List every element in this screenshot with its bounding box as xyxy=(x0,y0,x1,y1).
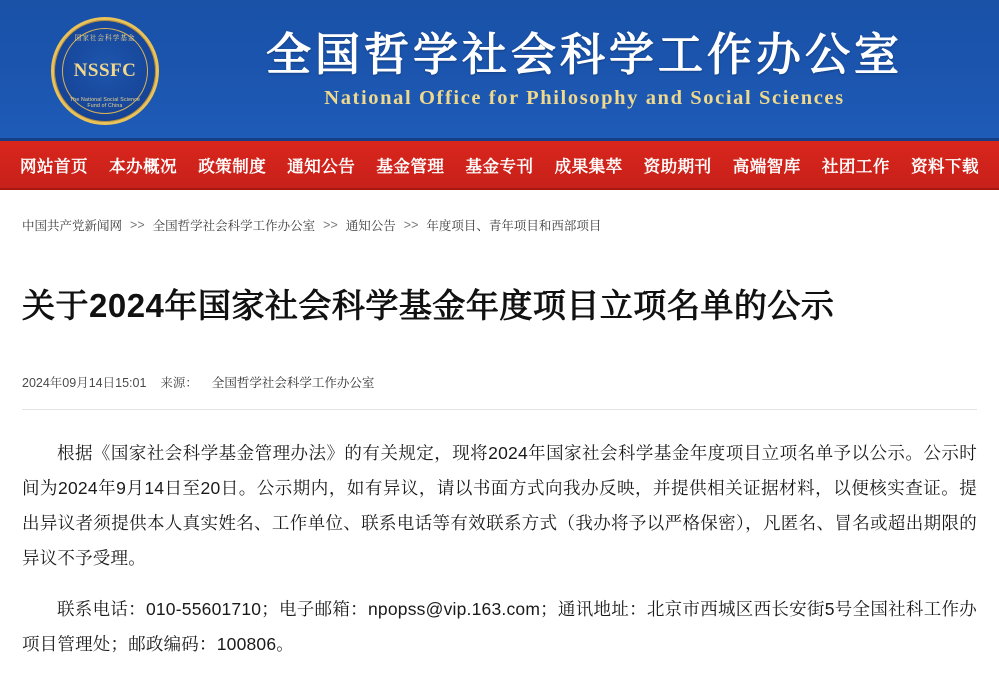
breadcrumb xyxy=(0,190,999,248)
logo-arc-top-text: 国家社会科学基金 xyxy=(74,34,136,42)
nav-item-association-work[interactable]: 社团工作 xyxy=(821,157,890,176)
breadcrumb-separator: >> xyxy=(403,218,419,232)
site-title-en: National Office for Philosophy and Social Sciences xyxy=(324,86,845,109)
logo-arc-bottom-text: The National Social Science Fund of China xyxy=(69,97,141,109)
article-paragraph: 根据《国家社会科学基金管理办法》的有关规定，现将2024年国家社会科学基金年度项目立项名单予以公示。公示时间为2024年9月14日至20日。公示期内，如有异议，请以书面方式向我办反映，并提供相关证据材料，以便核实查证。提出异议者须提供本人真实姓名、工作单位、联系电话等有效联系方式（我办将予以严格保密），凡匿名、冒名或超出期限的异议不予受理。 xyxy=(22,442,977,568)
breadcrumb-item-project-category[interactable]: 年度项目、青年项目和西部项目 xyxy=(426,219,602,233)
breadcrumb-separator: >> xyxy=(323,218,338,232)
breadcrumb-item-office[interactable]: 全国哲学社会科学工作办公室 xyxy=(152,219,316,233)
nav-item-about[interactable]: 本办概况 xyxy=(109,157,178,176)
nav-item-announcements[interactable]: 通知公告 xyxy=(287,157,356,176)
nav-item-think-tank[interactable]: 高端智库 xyxy=(732,157,801,176)
breadcrumb-separator: >> xyxy=(130,218,145,232)
article-body xyxy=(22,410,977,662)
nav-item-fund-management[interactable]: 基金管理 xyxy=(376,157,445,176)
article-source-value: 全国哲学社会科学工作办公室 xyxy=(211,375,375,390)
page-title: 关于2024年国家社会科学基金年度项目立项名单的公示 xyxy=(22,287,835,325)
nav-item-fund-journal[interactable]: 基金专刊 xyxy=(465,157,534,176)
site-logo-wrap xyxy=(0,17,210,125)
article-meta xyxy=(22,359,977,410)
logo-abbreviation: NSSFC xyxy=(73,60,137,81)
nssfc-logo-icon xyxy=(51,17,159,125)
site-title-cn: 全国哲学社会科学工作办公室 xyxy=(265,30,903,81)
article xyxy=(0,270,999,662)
nav-item-funded-journals[interactable]: 资助期刊 xyxy=(643,157,712,176)
breadcrumb-item-announcements[interactable]: 通知公告 xyxy=(345,219,396,233)
main-navigation xyxy=(0,141,999,190)
breadcrumb-item-cpc-news[interactable]: 中国共产党新闻网 xyxy=(22,219,123,233)
logo-inner-ring xyxy=(62,28,148,114)
site-titles xyxy=(210,31,999,110)
nav-item-downloads[interactable]: 资料下载 xyxy=(910,157,979,176)
article-datetime: 2024年09月14日15:01 xyxy=(22,375,147,390)
nav-item-policies[interactable]: 政策制度 xyxy=(198,157,267,176)
site-header xyxy=(0,0,999,141)
article-source-label: 来源： xyxy=(160,375,198,390)
article-paragraph: 联系电话：010-55601710；电子邮箱：npopss@vip.163.com；通讯地址：北京市西城区西长安街5号全国社科工作办项目管理处；邮政编码：100806。 xyxy=(22,598,977,654)
nav-item-home[interactable]: 网站首页 xyxy=(20,157,88,176)
nav-item-achievements[interactable]: 成果集萃 xyxy=(554,157,623,176)
